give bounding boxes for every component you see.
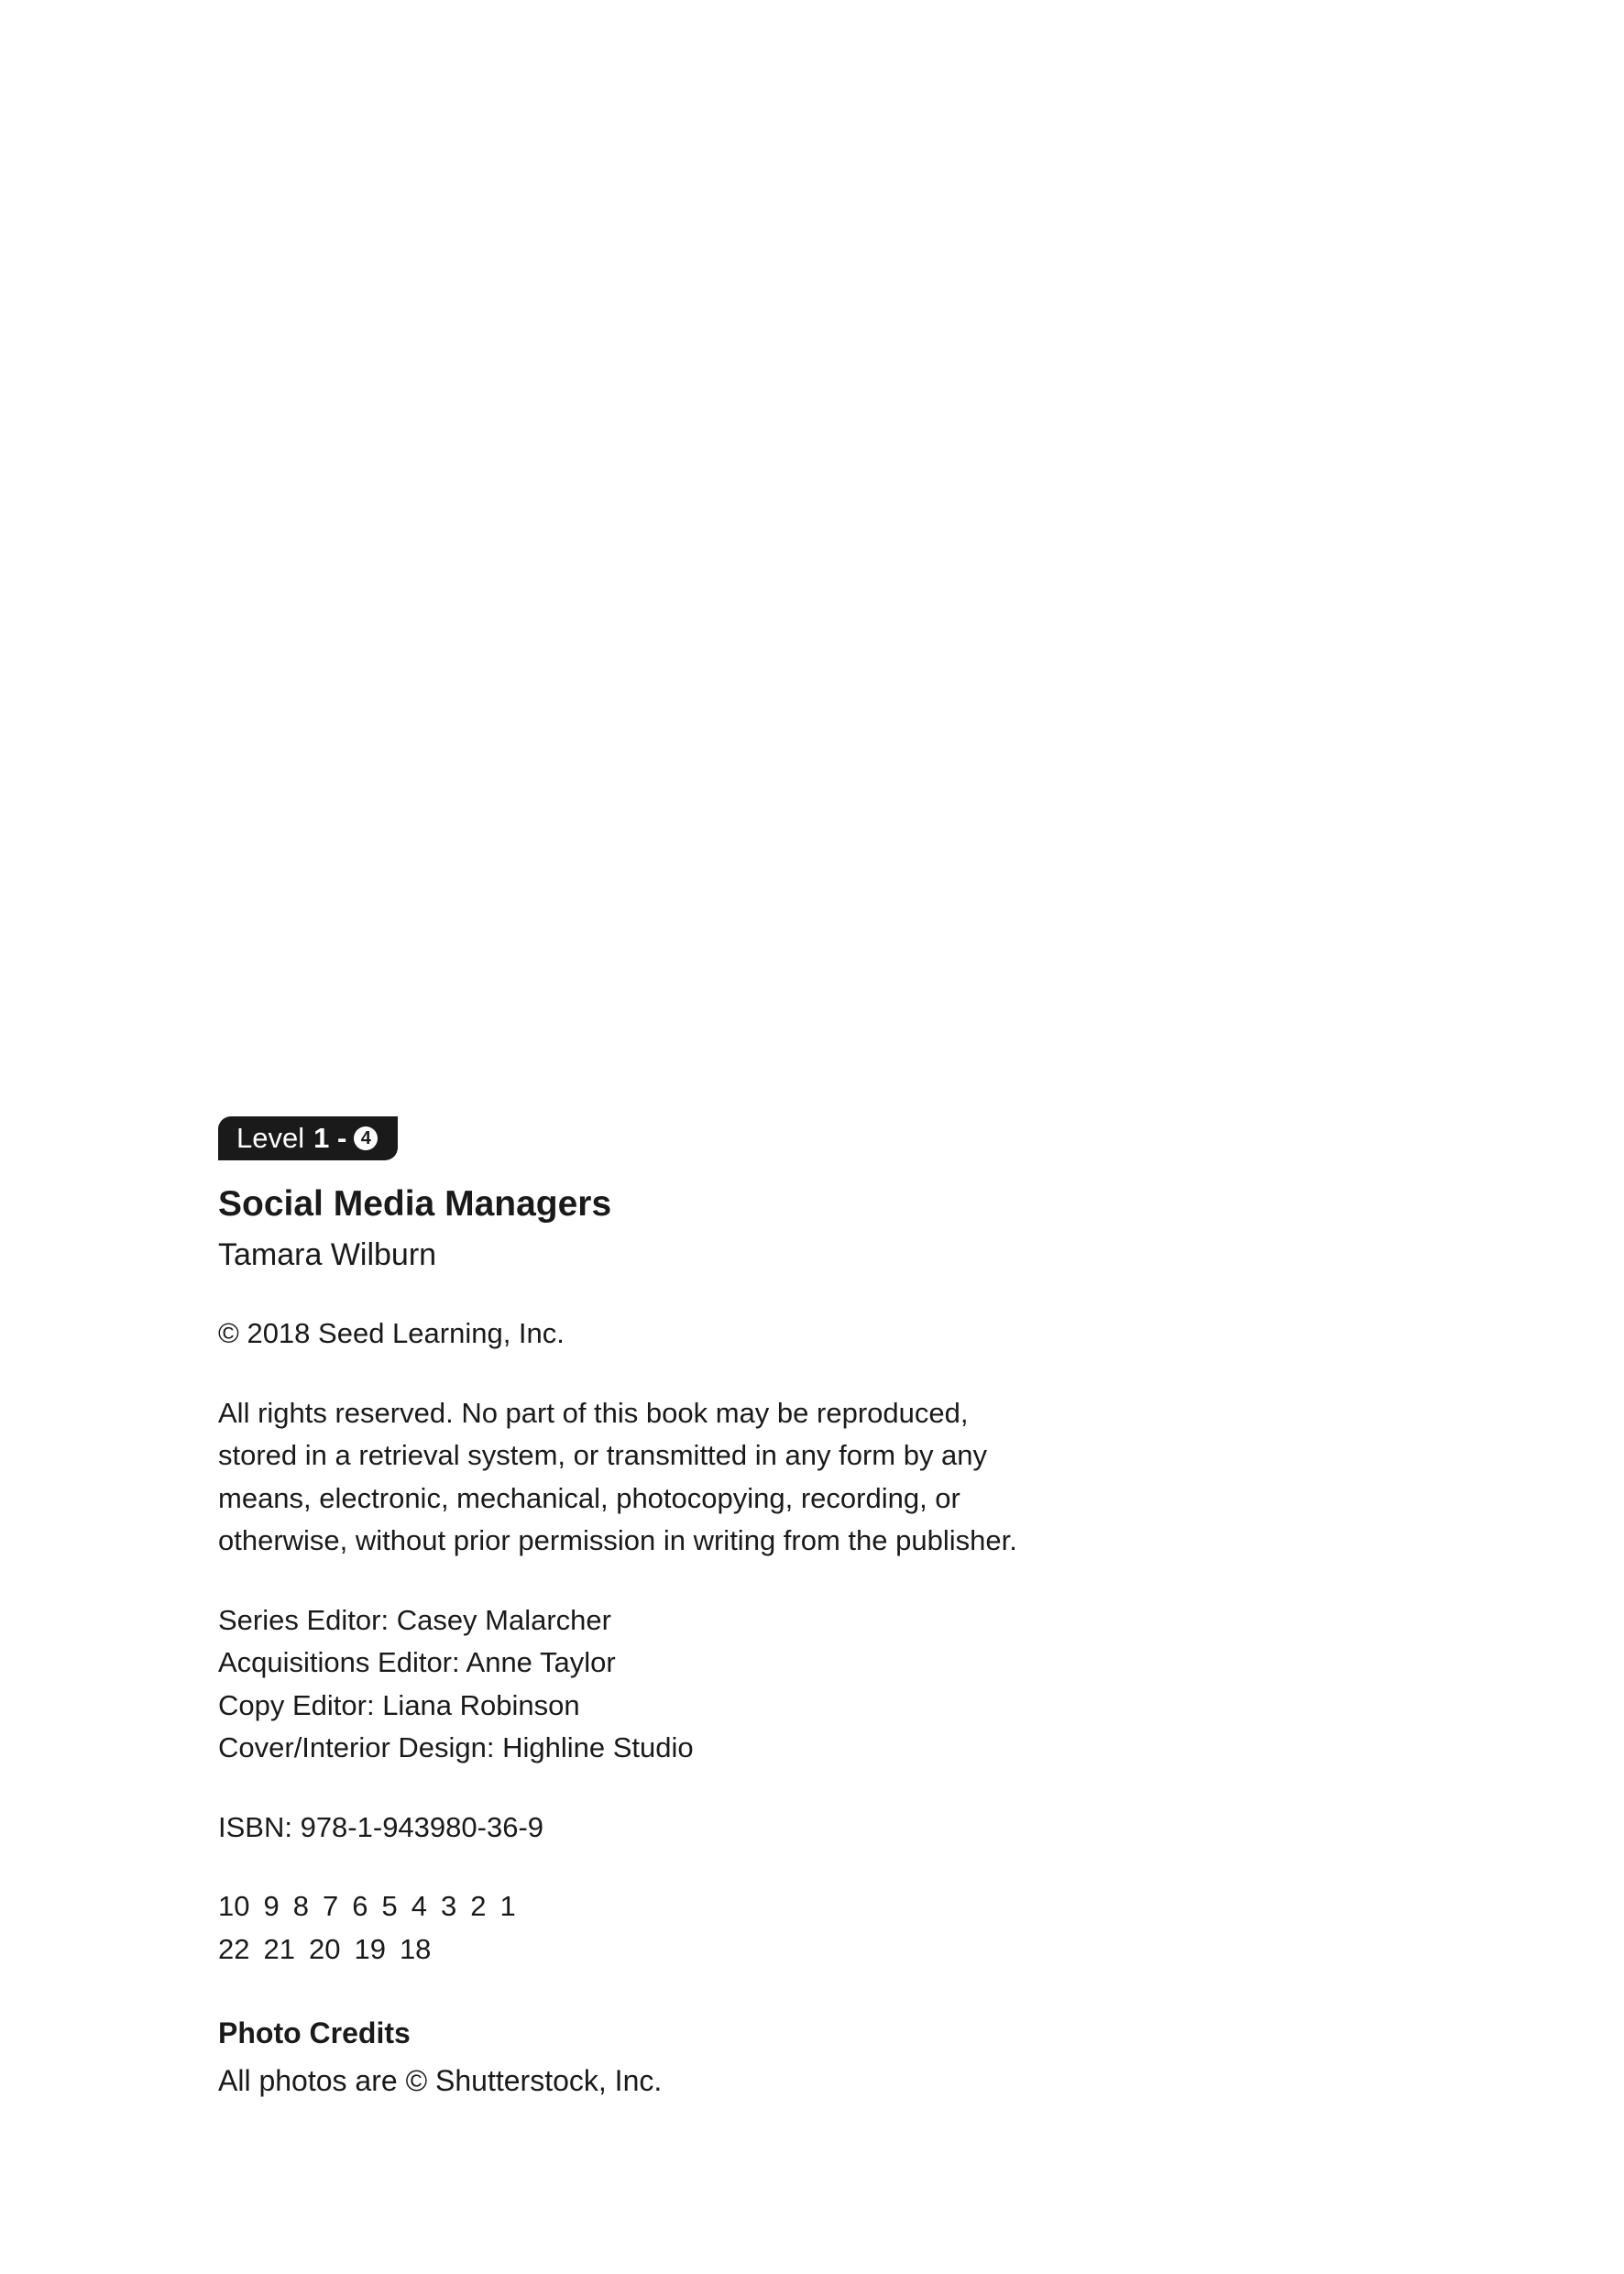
book-author: Tamara Wilburn [218, 1237, 437, 1272]
copyright-page-block [218, 1116, 1226, 2103]
isbn: ISBN: 978-1-943980-36-9 [218, 1810, 544, 1843]
book-title: Social Media Managers [218, 1184, 612, 1224]
printing-number: 2 [470, 1890, 487, 1922]
printing-year-row [218, 1928, 1226, 1972]
rights-statement [218, 1392, 1226, 1563]
staff-credits [218, 1599, 1226, 1770]
photo-credits-text: All photos are © Shutterstock, Inc. [218, 2064, 663, 2097]
rights-line: stored in a retrieval system, or transmitted in any form by any [218, 1439, 988, 1471]
printing-number: 6 [352, 1890, 368, 1922]
printing-number: 8 [292, 1890, 309, 1922]
printing-number: 5 [381, 1890, 398, 1922]
rights-line: otherwise, without prior permission in writing from the publisher. [218, 1524, 1017, 1556]
staff-line: Series Editor: Casey Malarcher [218, 1603, 611, 1636]
level-circle-number: 4 [354, 1126, 378, 1150]
printing-year: 21 [263, 1932, 295, 1965]
printing-year: 22 [218, 1932, 250, 1965]
printing-number: 10 [218, 1890, 250, 1922]
level-word: Level [236, 1122, 305, 1154]
printing-number: 4 [411, 1890, 427, 1922]
printing-number: 1 [499, 1890, 516, 1922]
printing-number: 9 [263, 1890, 280, 1922]
staff-line: Copy Editor: Liana Robinson [218, 1688, 580, 1721]
printing-number: 7 [322, 1890, 339, 1922]
printing-year: 18 [399, 1932, 432, 1965]
printing-line [218, 1885, 1226, 1971]
level-badge [218, 1116, 398, 1160]
printing-number: 3 [440, 1890, 457, 1922]
copyright-notice: © 2018 Seed Learning, Inc. [218, 1317, 565, 1349]
photo-credits-heading: Photo Credits [218, 2016, 411, 2049]
staff-line: Cover/Interior Design: Highline Studio [218, 1731, 694, 1763]
printing-number-row [218, 1885, 1226, 1928]
staff-line: Acquisitions Editor: Anne Taylor [218, 1646, 616, 1678]
printing-year: 20 [308, 1932, 341, 1965]
printing-year: 19 [354, 1932, 386, 1965]
level-number: 1 - [313, 1122, 347, 1154]
rights-line: means, electronic, mechanical, photocopying, recording, or [218, 1481, 960, 1514]
rights-line: All rights reserved. No part of this book may be reproduced, [218, 1396, 969, 1429]
